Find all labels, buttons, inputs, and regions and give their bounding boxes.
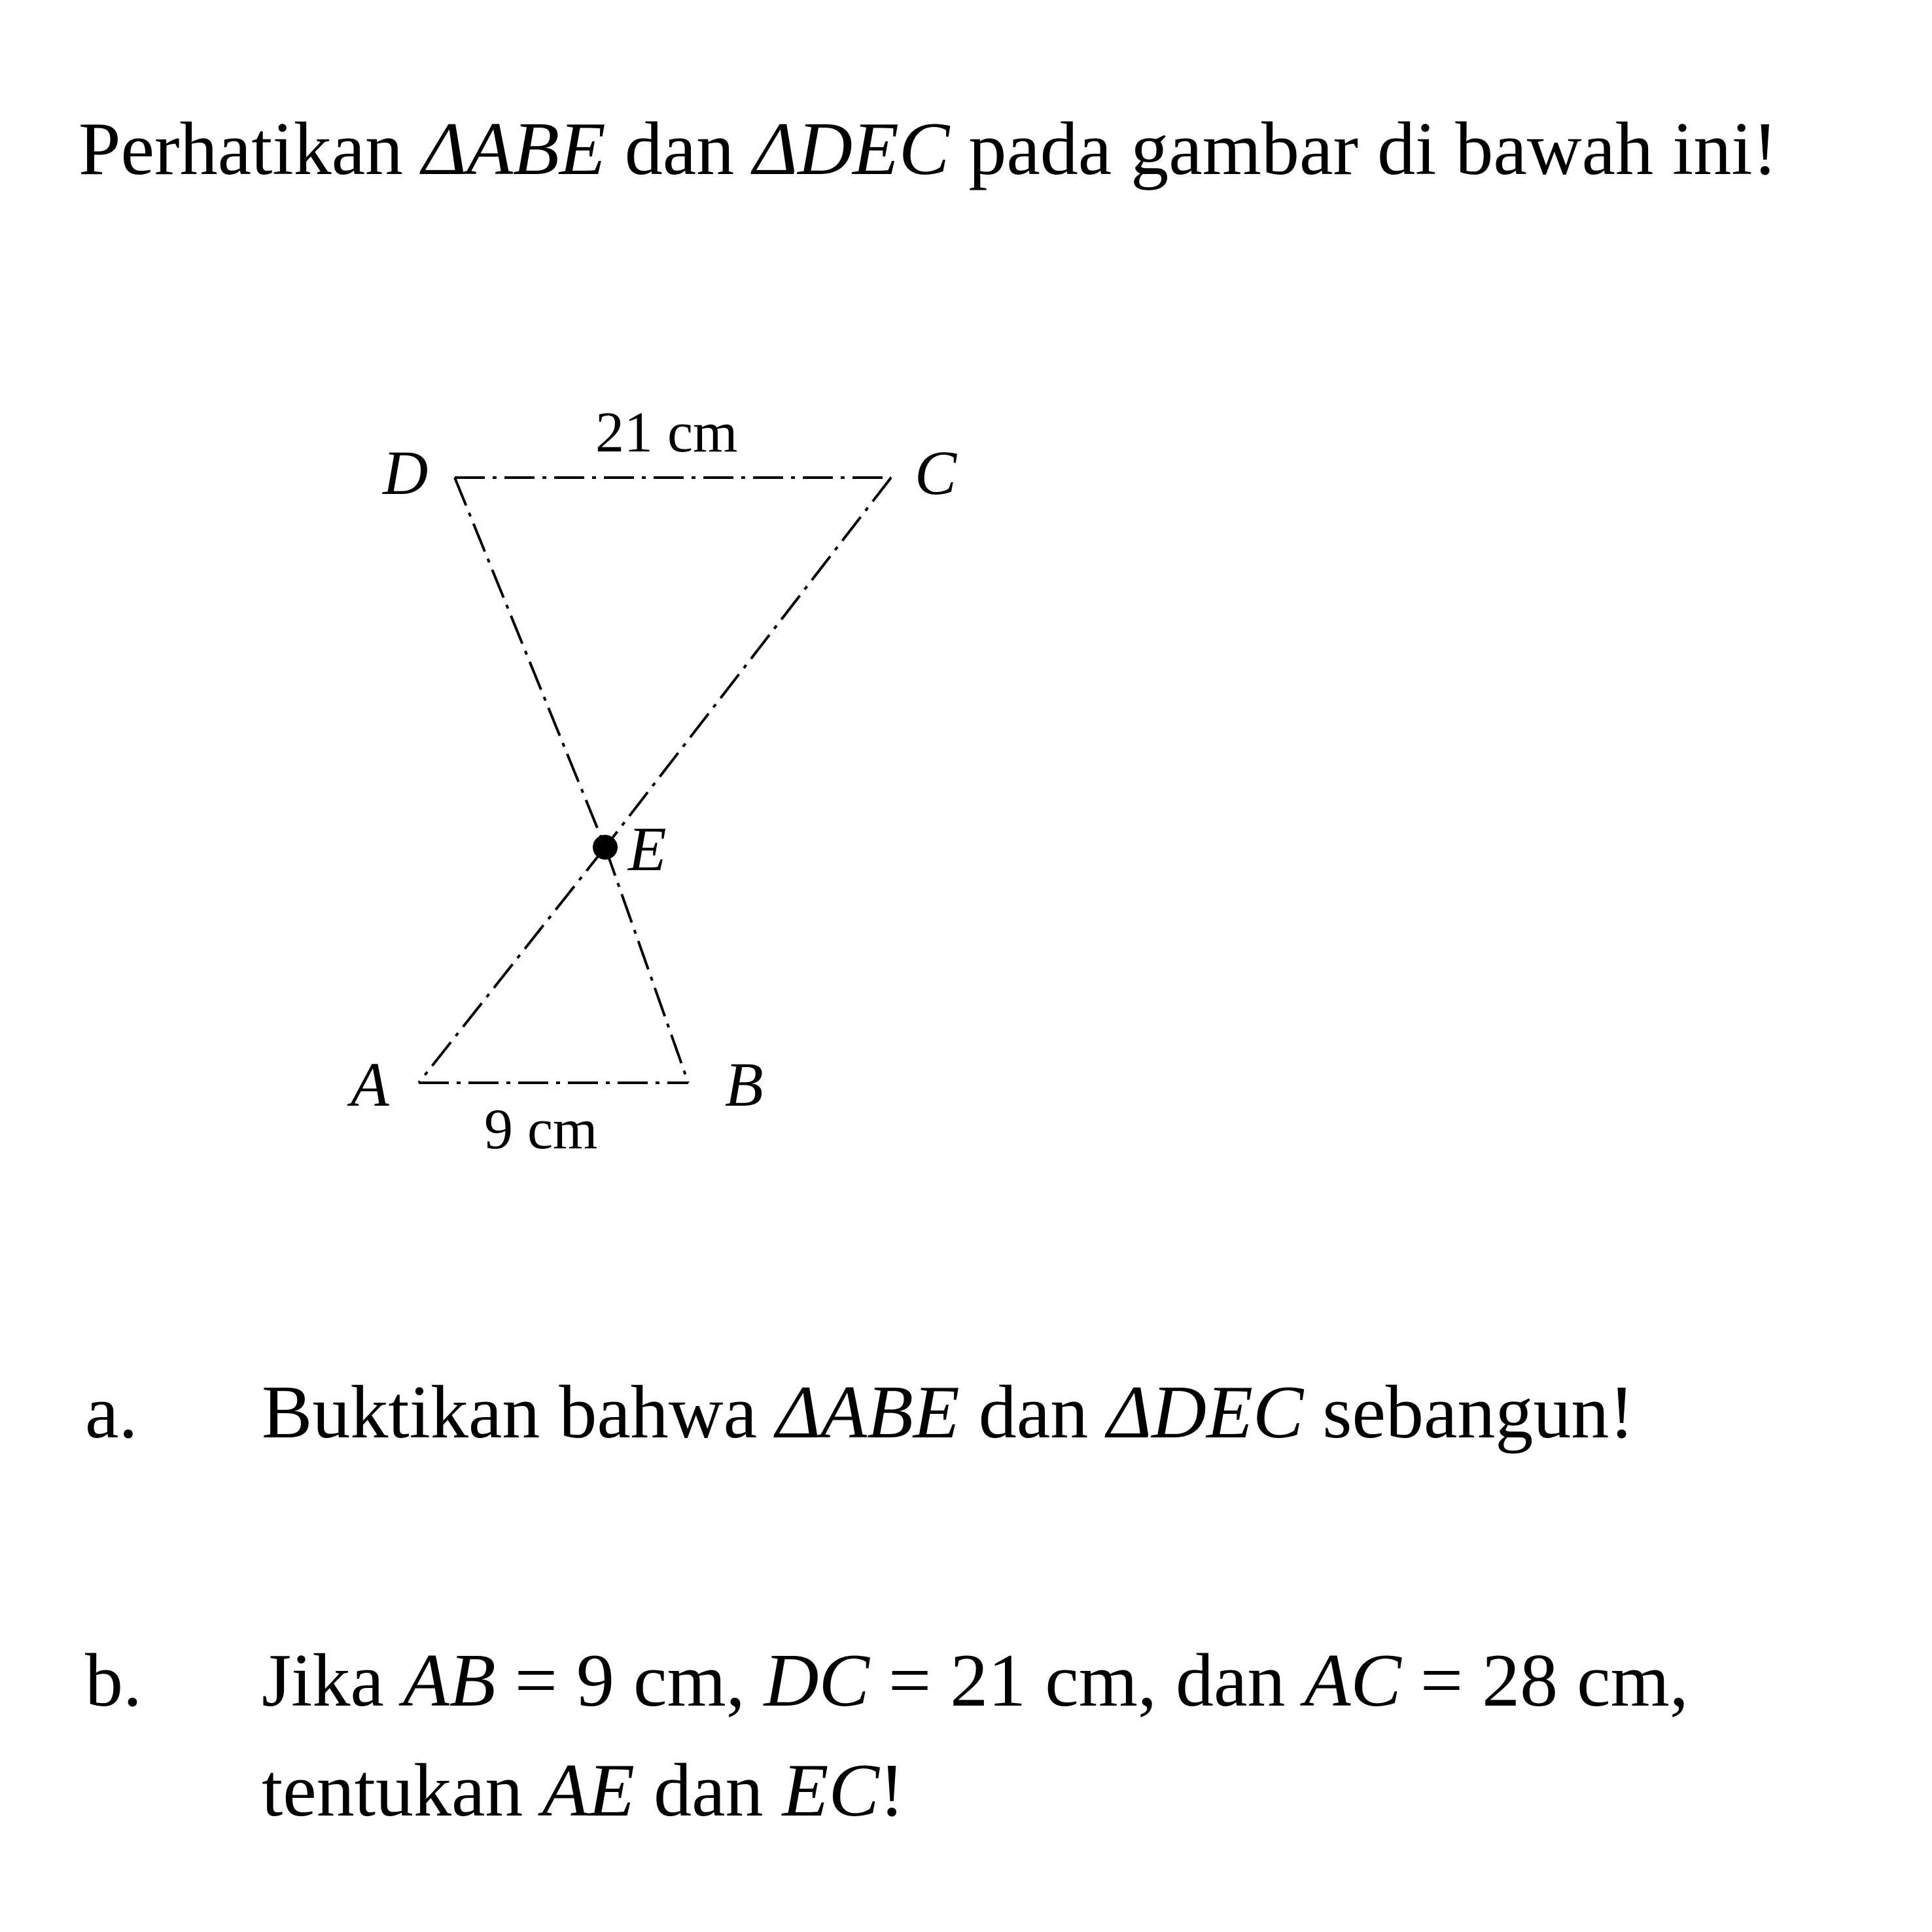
segment-ce (605, 478, 891, 847)
intro-tail: pada gambar di bawah ini! (949, 107, 1778, 191)
vertex-label-c: C (915, 438, 957, 508)
question-b-text-3: = 21 cm, dan (869, 1639, 1305, 1723)
length-label-dc: 21 cm (595, 401, 738, 465)
intro-join: dan (605, 107, 754, 191)
question-b (85, 1626, 1858, 1846)
triangle-dec: ΔDEC (753, 107, 950, 191)
vertex-label-a: A (351, 1049, 389, 1119)
segment-ea (419, 847, 605, 1083)
question-b-text-6: ! (879, 1749, 905, 1833)
question-a-triangle-abe: ΔABE (776, 1371, 960, 1454)
question-b-math-ac: AC (1304, 1639, 1401, 1723)
question-a (85, 1358, 1858, 1467)
question-b-math-ec: EC (782, 1749, 879, 1833)
question-b-text-4: = 28 cm, tentukan (262, 1639, 1689, 1833)
question-b-math-ae: AE (542, 1749, 635, 1833)
vertex-label-b: B (725, 1049, 764, 1119)
point-e (593, 835, 618, 860)
length-label-ab: 9 cm (484, 1098, 598, 1161)
intro-lead: Perhatikan (79, 107, 423, 191)
vertex-label-d: D (383, 438, 429, 508)
question-b-marker: b. (85, 1639, 142, 1723)
triangle-abe: ΔABE (422, 107, 606, 191)
question-a-marker: a. (85, 1371, 138, 1454)
question-a-lead: Buktikan bahwa (262, 1371, 777, 1454)
vertex-label-e: E (628, 814, 667, 884)
question-a-join: dan (959, 1371, 1108, 1454)
question-a-tail: sebangun! (1303, 1371, 1635, 1454)
question-b-text-5: dan (635, 1749, 782, 1833)
question-b-text-1: Jika (262, 1639, 403, 1723)
question-b-math-dc: DC (764, 1639, 869, 1723)
segment-de (455, 478, 605, 847)
question-b-math-ab: AB (402, 1639, 496, 1723)
question-a-triangle-dec: ΔDEC (1107, 1371, 1304, 1454)
question-b-text-2: = 9 cm, (495, 1639, 764, 1723)
